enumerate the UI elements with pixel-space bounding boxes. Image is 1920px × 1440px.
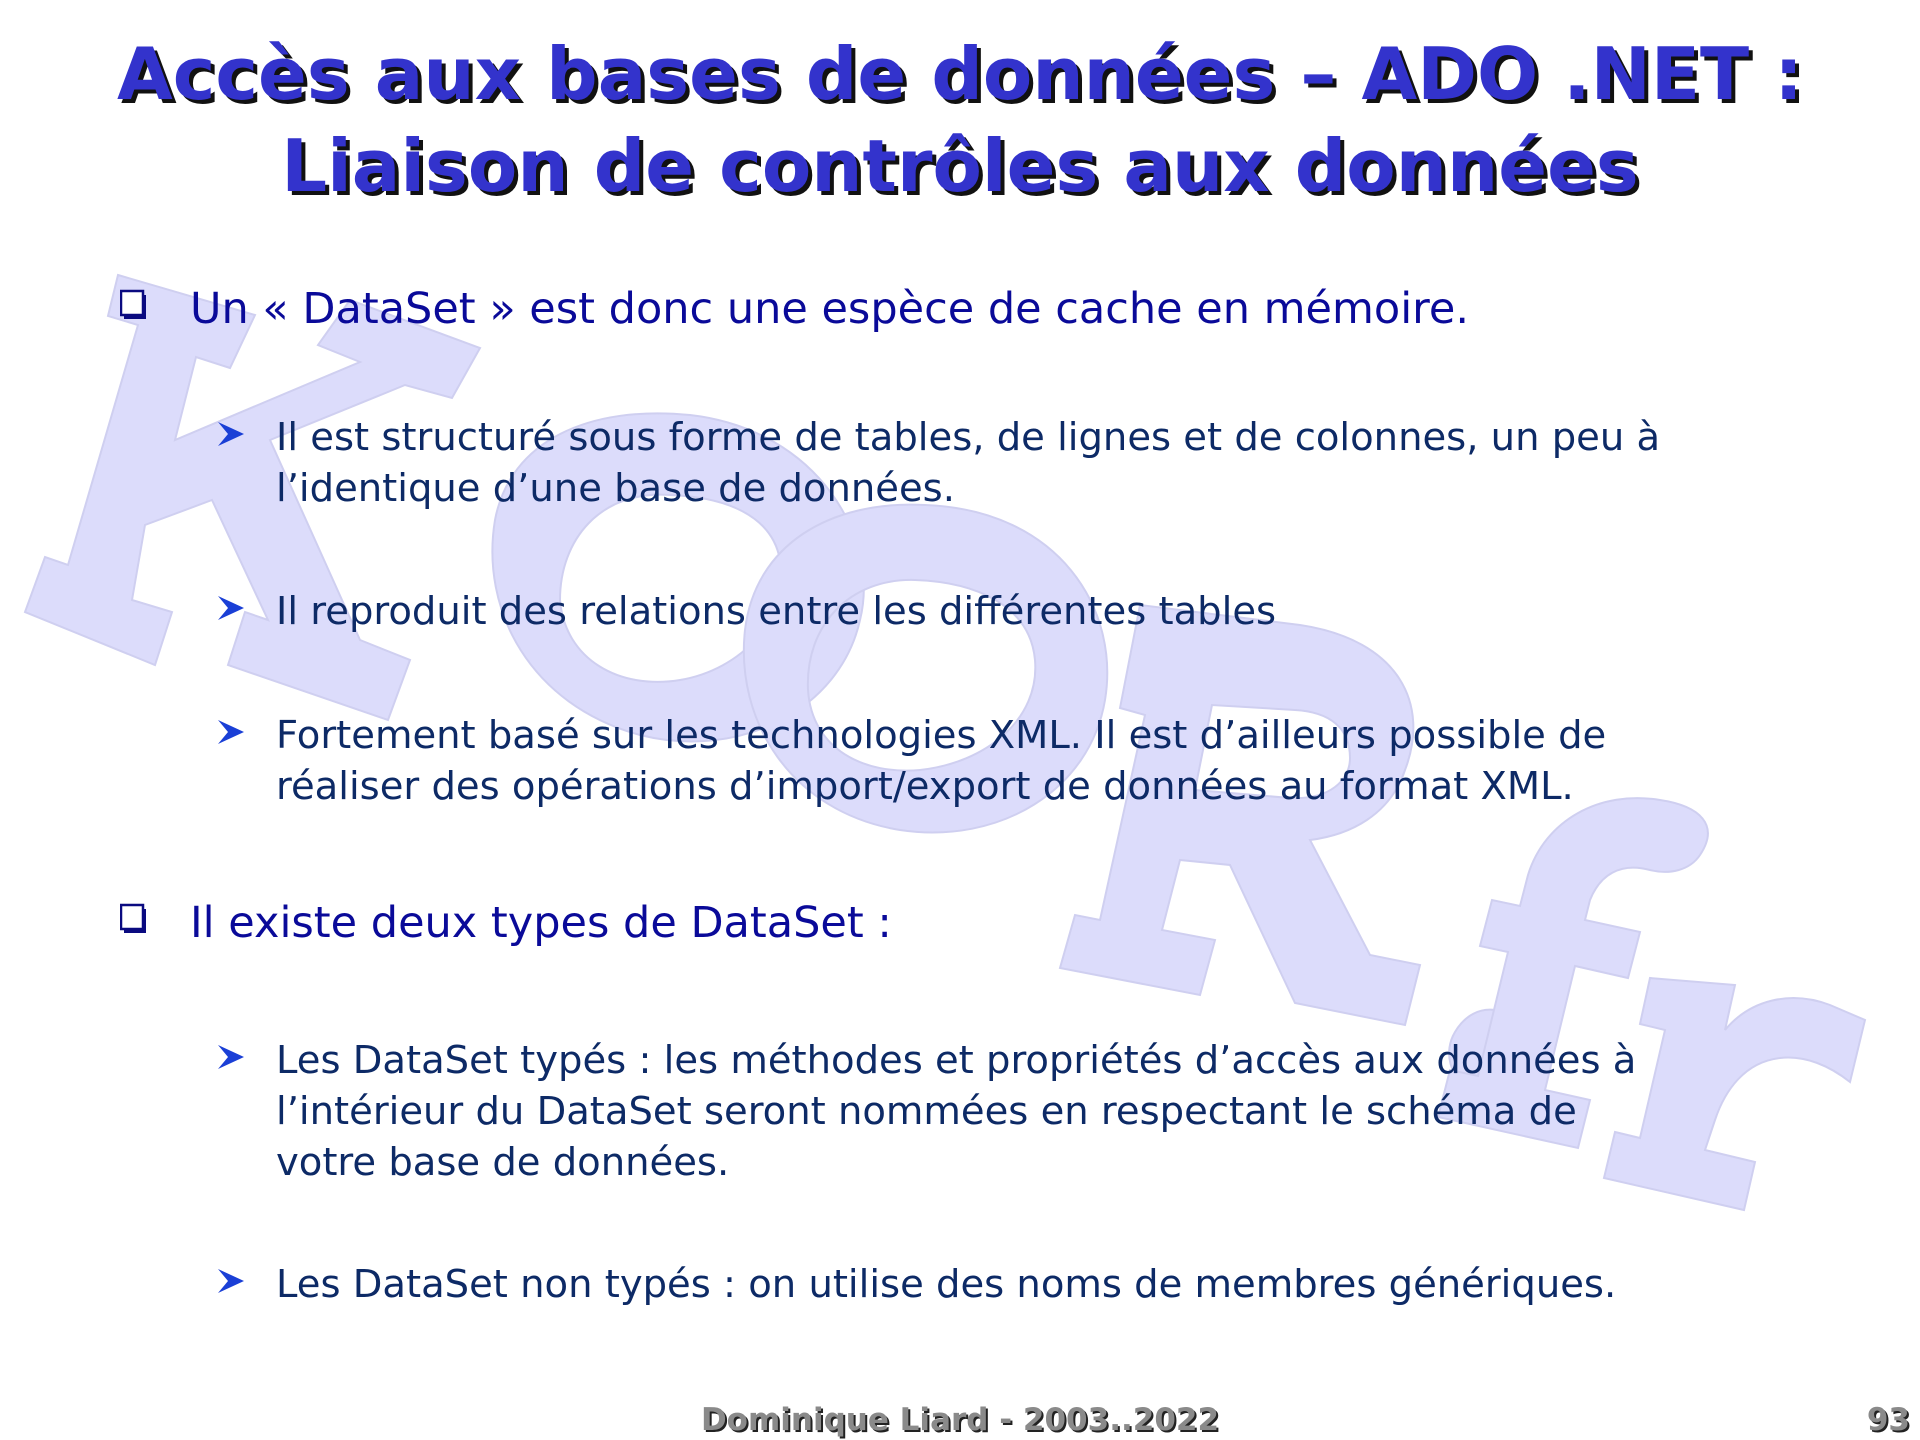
sub-bullet-line: Les DataSet non typés : on utilise des noms de membres génériques. bbox=[276, 1262, 1617, 1307]
sub-bullet-text bbox=[276, 586, 1836, 637]
sub-bullet-line: l’intérieur du DataSet seront nommées en respectant le schéma de bbox=[276, 1089, 1577, 1134]
arrowhead-bullet-icon bbox=[216, 594, 246, 622]
sub-bullet-text bbox=[276, 1259, 1836, 1310]
sub-bullet-line: votre base de données. bbox=[276, 1140, 730, 1185]
footer-author: Dominique Liard - 2003..2022 bbox=[700, 1402, 1220, 1438]
sub-bullet-text bbox=[276, 710, 1836, 812]
arrowhead-bullet-icon bbox=[216, 1267, 246, 1295]
sub-bullet-text bbox=[276, 1035, 1836, 1188]
arrowhead-bullet-icon bbox=[216, 1043, 246, 1071]
title-line-1: Accès aux bases de données – ADO .NET : bbox=[116, 32, 1804, 116]
bullet-text: Il existe deux types de DataSet : bbox=[190, 898, 892, 948]
title-line-2: Liaison de contrôles aux données bbox=[281, 124, 1639, 208]
sub-bullet-line: Fortement basé sur les technologies XML. Il est d’ailleurs possible de bbox=[276, 713, 1607, 758]
arrowhead-bullet-icon bbox=[216, 718, 246, 746]
square-box-bullet-icon bbox=[120, 289, 148, 321]
sub-bullet-text bbox=[276, 412, 1836, 514]
square-box-bullet-icon bbox=[120, 903, 148, 935]
arrowhead-bullet-icon bbox=[216, 420, 246, 448]
sub-bullet-line: Les DataSet typés : les méthodes et propriétés d’accès aux données à bbox=[276, 1038, 1637, 1083]
sub-bullet-line: Il reproduit des relations entre les différentes tables bbox=[276, 589, 1277, 634]
page-number: 93 bbox=[1866, 1402, 1910, 1438]
sub-bullet-line: réaliser des opérations d’import/export de données au format XML. bbox=[276, 764, 1574, 809]
sub-bullet-line: Il est structuré sous forme de tables, de lignes et de colonnes, un peu à bbox=[276, 415, 1661, 460]
bullet-text: Un « DataSet » est donc une espèce de cache en mémoire. bbox=[190, 284, 1469, 334]
sub-bullet-line: l’identique d’une base de données. bbox=[276, 466, 955, 511]
slide-footer bbox=[0, 1400, 1920, 1440]
